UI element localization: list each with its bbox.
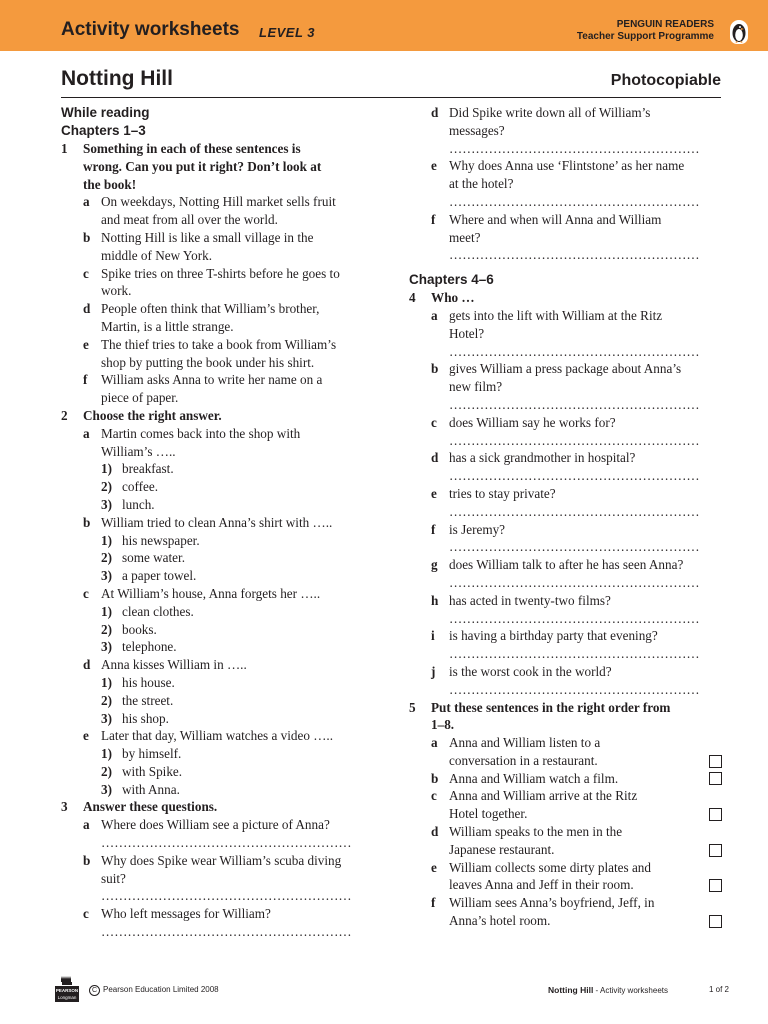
answer-option <box>61 567 379 585</box>
option-text: with Spike. <box>122 763 183 779</box>
question-item <box>61 727 379 745</box>
item-letter: a <box>83 194 90 210</box>
question-item <box>61 193 379 229</box>
question-item <box>61 265 379 301</box>
item-line: conversation in a restaurant. <box>449 752 598 768</box>
question-item <box>409 307 722 343</box>
answer-dots: ………………………………………………… <box>449 468 700 484</box>
item-line: Who left messages for William? <box>101 906 271 922</box>
header-level: LEVEL 3 <box>259 25 316 40</box>
answer-line <box>409 645 722 663</box>
chapter-heading: Chapters 4–6 <box>409 272 494 288</box>
item-letter: j <box>431 663 436 679</box>
question-prompt <box>61 407 379 425</box>
answer-dots: ………………………………………………… <box>449 193 700 209</box>
item-line: Why does Spike wear William’s scuba diving <box>101 852 342 868</box>
option-text: clean clothes. <box>122 603 194 619</box>
item-line: middle of New York. <box>101 247 212 263</box>
answer-checkbox[interactable] <box>709 808 722 821</box>
item-line: messages? <box>449 122 505 138</box>
option-number: 3) <box>101 496 112 512</box>
item-line: Where does William see a picture of Anna? <box>101 817 330 833</box>
brand-text <box>577 19 714 43</box>
answer-dots: ………………………………………………… <box>101 835 352 851</box>
answer-line <box>409 538 722 556</box>
answer-line <box>409 467 722 485</box>
item-line: William sees Anna’s boyfriend, Jeff, in <box>449 895 655 911</box>
question-item <box>409 823 722 859</box>
item-line: is Jeremy? <box>449 521 506 537</box>
question-item <box>409 627 722 645</box>
question-item <box>409 521 722 539</box>
answer-dots: ………………………………………………… <box>449 140 700 156</box>
item-line: William’s ….. <box>101 443 176 459</box>
item-line: William tried to clean Anna’s shirt with ….. <box>101 514 333 530</box>
item-letter: d <box>431 105 439 120</box>
right-column <box>409 104 722 930</box>
question-item <box>61 905 379 923</box>
item-line: Anna and William watch a film. <box>449 770 619 786</box>
question-item <box>409 787 722 823</box>
option-text: a paper towel. <box>122 568 197 584</box>
question-prompt <box>409 699 722 735</box>
item-letter: e <box>83 728 89 744</box>
item-letter: d <box>83 657 91 673</box>
question-item <box>409 859 722 895</box>
question-item <box>409 414 722 432</box>
item-line: People often think that William’s brother, <box>101 301 320 317</box>
photocopiable-label: Photocopiable <box>610 72 721 89</box>
answer-option <box>61 621 379 639</box>
item-line: meet? <box>449 229 481 245</box>
answer-line <box>409 432 722 450</box>
footer-doc-suffix: - Activity worksheets <box>593 986 668 995</box>
question-item <box>61 371 379 407</box>
copyright-text: Pearson Education Limited 2008 <box>103 985 219 994</box>
option-number: 2) <box>101 763 112 779</box>
question-number: 4 <box>409 290 416 306</box>
option-number: 3) <box>101 710 112 726</box>
item-letter: b <box>431 770 439 786</box>
question-number: 3 <box>61 799 68 815</box>
question-item <box>61 514 379 532</box>
item-letter: f <box>83 372 88 388</box>
item-letter: e <box>83 336 89 352</box>
item-letter: e <box>431 158 437 174</box>
question-item <box>61 852 379 888</box>
question-item <box>409 157 722 193</box>
option-text: breakfast. <box>122 461 174 477</box>
answer-checkbox[interactable] <box>709 772 722 785</box>
answer-option <box>61 763 379 781</box>
item-letter: a <box>431 735 438 751</box>
item-letter: c <box>431 414 437 430</box>
question-prompt <box>409 289 722 307</box>
item-letter: g <box>431 557 438 573</box>
item-letter: c <box>83 585 89 601</box>
answer-option <box>61 460 379 478</box>
answer-dots: ………………………………………………… <box>449 247 700 263</box>
item-letter: e <box>431 859 437 875</box>
svg-text:Longman: Longman <box>57 995 77 1000</box>
option-number: 3) <box>101 781 112 797</box>
item-line: Hotel together. <box>449 806 528 822</box>
answer-option <box>61 603 379 621</box>
item-letter: a <box>431 307 438 323</box>
question-item <box>409 734 722 770</box>
question-item <box>61 585 379 603</box>
item-line: new film? <box>449 379 503 395</box>
document-title: Notting Hill <box>61 67 173 90</box>
option-number: 1) <box>101 532 112 548</box>
header-bar <box>0 0 768 51</box>
question-item <box>409 556 722 574</box>
answer-checkbox[interactable] <box>709 879 722 892</box>
answer-option <box>61 478 379 496</box>
answer-line <box>409 343 722 361</box>
option-number: 1) <box>101 674 112 690</box>
option-number: 2) <box>101 550 112 566</box>
left-column <box>61 104 379 941</box>
option-number: 3) <box>101 639 112 655</box>
prompt-line: Choose the right answer. <box>83 407 222 423</box>
item-letter: b <box>83 229 91 245</box>
answer-line <box>409 246 722 264</box>
question-item <box>61 816 379 834</box>
item-line: William asks Anna to write her name on a <box>101 372 323 388</box>
option-number: 1) <box>101 461 112 477</box>
answer-line <box>409 140 722 158</box>
item-letter: h <box>431 592 439 608</box>
answer-option <box>61 674 379 692</box>
item-line: Hotel? <box>449 325 485 341</box>
item-letter: c <box>83 265 89 281</box>
page-number: 1 of 2 <box>708 985 729 994</box>
item-letter: d <box>83 301 91 317</box>
item-letter: d <box>431 824 439 840</box>
option-number: 1) <box>101 746 112 762</box>
pearson-longman-logo-icon <box>53 970 83 1006</box>
item-letter: c <box>431 788 437 804</box>
option-text: some water. <box>122 550 185 566</box>
answer-option <box>61 638 379 656</box>
answer-option <box>61 781 379 799</box>
question-prompt <box>61 798 379 816</box>
item-letter: e <box>431 485 437 501</box>
answer-dots: ………………………………………………… <box>449 681 700 697</box>
option-number: 1) <box>101 603 112 619</box>
spacer <box>409 264 722 271</box>
option-number: 2) <box>101 692 112 708</box>
item-line: leaves Anna and Jeff in their room. <box>449 877 634 893</box>
answer-option <box>61 692 379 710</box>
prompt-line: 1–8. <box>431 717 455 733</box>
question-item <box>409 104 722 140</box>
item-letter: f <box>431 521 436 537</box>
question-item <box>409 360 722 396</box>
prompt-line: Something in each of these sentences is <box>83 141 301 156</box>
footer <box>0 978 768 1008</box>
item-line: Where and when will Anna and William <box>449 211 662 227</box>
question-item <box>409 770 722 788</box>
option-number: 3) <box>101 568 112 584</box>
item-letter: b <box>431 361 439 377</box>
option-text: his house. <box>122 674 175 690</box>
section-heading: While reading <box>61 105 150 120</box>
answer-line <box>409 681 722 699</box>
item-letter: i <box>431 628 435 644</box>
answer-dots: ………………………………………………… <box>449 503 700 519</box>
item-line: gives William a press package about Anna’s <box>449 361 682 377</box>
item-line: has acted in twenty-two films? <box>449 592 611 608</box>
option-text: telephone. <box>122 639 177 655</box>
item-letter: a <box>83 425 90 441</box>
question-number: 5 <box>409 699 416 715</box>
answer-option <box>61 710 379 728</box>
item-line: Later that day, William watches a video ….. <box>101 728 334 744</box>
prompt-line: wrong. Can you put it right? Don’t look at <box>83 158 322 174</box>
item-line: does William say he works for? <box>449 414 616 430</box>
penguin-logo-icon <box>730 20 748 44</box>
answer-dots: ………………………………………………… <box>101 924 352 940</box>
question-item <box>409 485 722 503</box>
answer-line <box>409 610 722 628</box>
item-line: Did Spike write down all of William’s <box>449 105 651 120</box>
answer-option <box>61 549 379 567</box>
option-text: by himself. <box>122 746 182 762</box>
header-title: Activity worksheets <box>61 19 240 40</box>
answer-dots: ………………………………………………… <box>449 396 700 412</box>
item-letter: f <box>431 895 436 911</box>
copyright <box>89 985 219 996</box>
item-line: Martin, is a little strange. <box>101 318 234 334</box>
answer-line <box>409 396 722 414</box>
item-line: does William talk to after he has seen Anna? <box>449 557 684 573</box>
question-item <box>409 894 722 930</box>
question-item <box>61 229 379 265</box>
question-item <box>409 663 722 681</box>
question-item <box>61 336 379 372</box>
answer-checkbox[interactable] <box>709 915 722 928</box>
answer-dots: ………………………………………………… <box>449 432 700 448</box>
item-line: William collects some dirty plates and <box>449 859 651 875</box>
item-line: Spike tries on three T-shirts before he goes to <box>101 265 340 281</box>
question-item <box>61 300 379 336</box>
item-line: and meat from all over the world. <box>101 212 278 228</box>
item-letter: c <box>83 906 89 922</box>
item-letter: d <box>431 450 439 466</box>
item-line: at the hotel? <box>449 176 514 192</box>
item-line: has a sick grandmother in hospital? <box>449 450 636 466</box>
question-item <box>61 656 379 674</box>
question-item <box>409 449 722 467</box>
answer-dots: ………………………………………………… <box>449 610 700 626</box>
answer-line <box>61 887 379 905</box>
option-text: coffee. <box>122 479 158 495</box>
item-line: William speaks to the men in the <box>449 824 623 840</box>
item-line: The thief tries to take a book from William’s <box>101 336 337 352</box>
answer-option <box>61 745 379 763</box>
option-text: books. <box>122 621 157 637</box>
item-line: work. <box>101 283 132 299</box>
question-number: 1 <box>61 141 68 156</box>
answer-option <box>61 496 379 514</box>
option-number: 2) <box>101 621 112 637</box>
item-line: Anna’s hotel room. <box>449 913 551 929</box>
item-line: suit? <box>101 870 126 886</box>
item-line: is the worst cook in the world? <box>449 663 612 679</box>
footer-doc-name: Notting Hill <box>547 985 594 995</box>
answer-checkbox[interactable] <box>709 755 722 768</box>
option-text: with Anna. <box>122 781 180 797</box>
prompt-line: the book! <box>83 176 137 192</box>
item-line: gets into the lift with William at the Ritz <box>449 307 663 323</box>
option-text: his newspaper. <box>122 532 200 548</box>
item-line: Martin comes back into the shop with <box>101 425 301 441</box>
option-text: lunch. <box>122 496 155 512</box>
item-letter: b <box>83 514 91 530</box>
item-line: Anna kisses William in ….. <box>101 657 247 673</box>
item-line: is having a birthday party that evening? <box>449 628 658 644</box>
prompt-line: Answer these questions. <box>83 799 218 815</box>
item-line: Anna and William listen to a <box>449 735 601 751</box>
title-divider <box>61 97 721 98</box>
answer-line <box>61 834 379 852</box>
question-item <box>409 592 722 610</box>
svg-text:PEARSON: PEARSON <box>55 988 79 993</box>
answer-checkbox[interactable] <box>709 844 722 857</box>
item-line: Why does Anna use ‘Flintstone’ as her name <box>449 158 685 174</box>
question-prompt <box>61 140 379 193</box>
brand-line-2: Teacher Support Programme <box>576 31 714 42</box>
answer-dots: ………………………………………………… <box>449 343 700 359</box>
answer-line <box>409 574 722 592</box>
item-line: On weekdays, Notting Hill market sells fruit <box>101 194 336 210</box>
item-line: At William’s house, Anna forgets her ….. <box>101 585 321 601</box>
option-text: his shop. <box>122 710 169 726</box>
answer-dots: ………………………………………………… <box>449 539 700 555</box>
item-letter: a <box>83 817 90 833</box>
answer-line <box>409 503 722 521</box>
item-line: Notting Hill is like a small village in the <box>101 229 314 245</box>
question-item <box>409 211 722 247</box>
option-number: 2) <box>101 479 112 495</box>
answer-line <box>409 193 722 211</box>
brand-line-1: PENGUIN READERS <box>616 19 714 30</box>
copyright-icon: C <box>89 985 100 996</box>
answer-option <box>61 532 379 550</box>
question-number: 2 <box>61 407 68 423</box>
item-line: Japanese restaurant. <box>449 841 555 857</box>
prompt-line: Who … <box>431 290 475 306</box>
item-line: tries to stay private? <box>449 485 556 501</box>
item-line: Anna and William arrive at the Ritz <box>449 788 638 804</box>
item-letter: b <box>83 852 91 868</box>
answer-line <box>61 923 379 941</box>
prompt-line: Put these sentences in the right order from <box>431 699 671 715</box>
footer-doc-title <box>548 985 668 995</box>
item-line: shop by putting the book under his shirt. <box>101 354 315 370</box>
item-line: piece of paper. <box>101 390 179 406</box>
item-letter: f <box>431 211 436 227</box>
answer-dots: ………………………………………………… <box>101 888 352 904</box>
answer-dots: ………………………………………………… <box>449 646 700 662</box>
question-item <box>61 425 379 461</box>
option-text: the street. <box>122 692 174 708</box>
chapter-heading: Chapters 1–3 <box>61 123 146 138</box>
answer-dots: ………………………………………………… <box>449 574 700 590</box>
